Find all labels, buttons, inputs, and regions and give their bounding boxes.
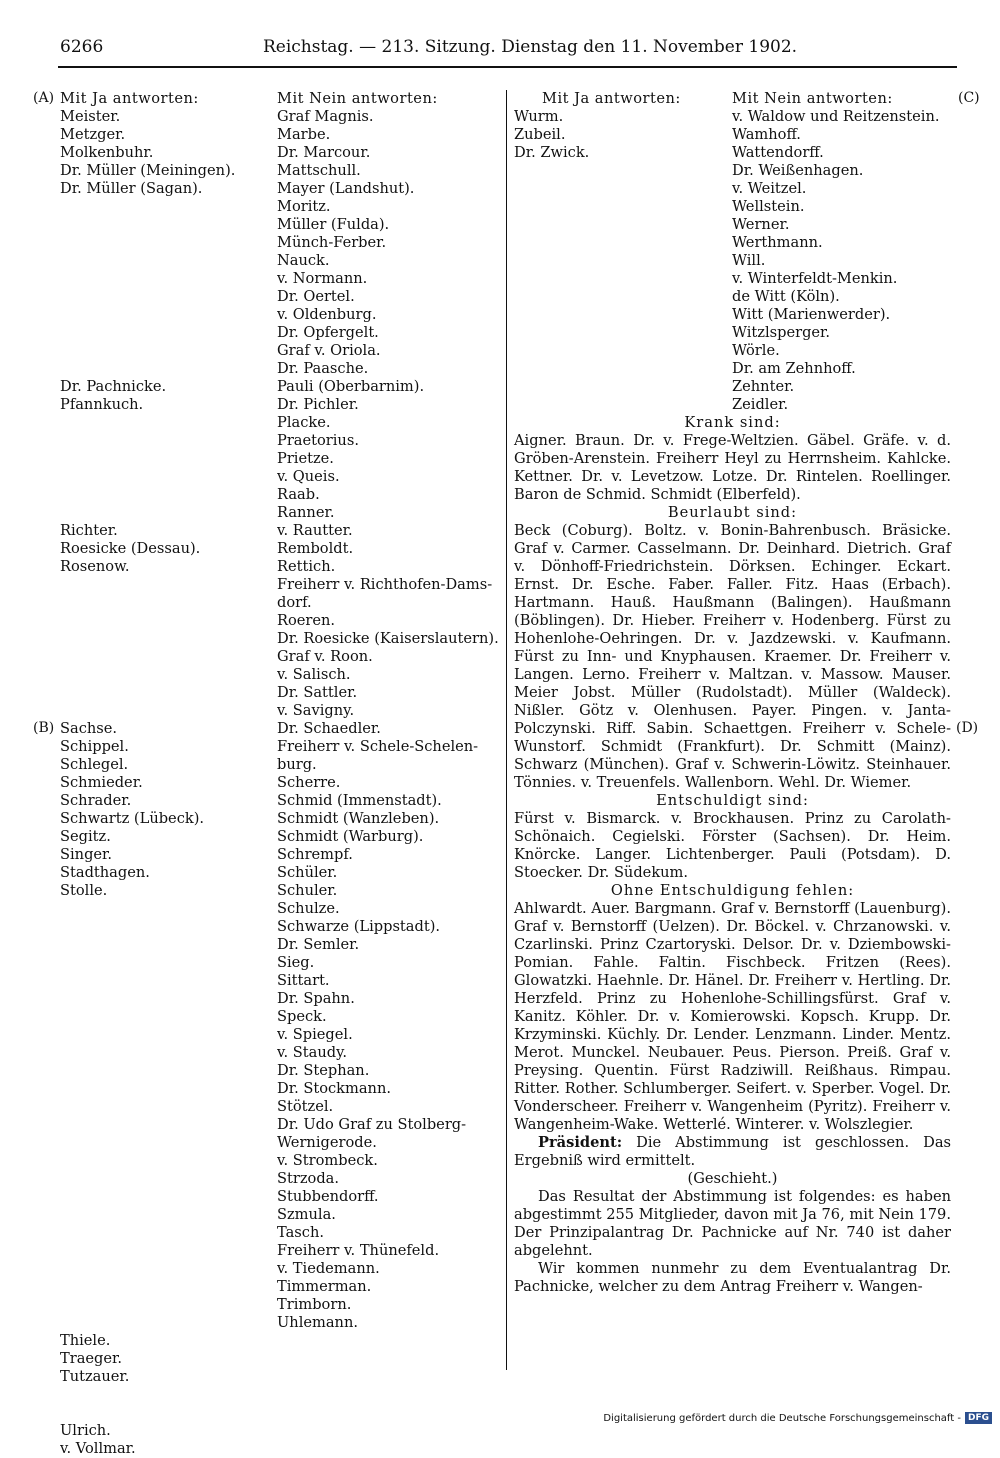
nein-name-entry: Wattendorff. (732, 144, 824, 161)
nein-name-entry: Müller (Fulda). (277, 216, 390, 233)
nein-name-entry: Prietze. (277, 450, 334, 467)
ja-name-entry (60, 1296, 270, 1314)
ja-name-entry: Wurm. (514, 108, 564, 125)
nein-name-entry: Roeren. (277, 612, 336, 629)
ja-name-entry (60, 972, 270, 990)
nein-name-entry: Münch-Ferber. (277, 234, 387, 251)
ja-name-entry (60, 1278, 270, 1296)
nein-name-entry: Wörle. (732, 342, 780, 359)
ja-name-entry (60, 702, 270, 720)
ja-name-entry (60, 288, 270, 306)
nein-name-entry: Sittart. (277, 972, 330, 989)
entschuldigt-text: Fürst v. Bismarck. v. Brockhausen. Prinz zu Carolath-Schönaich. Cegielski. Förster (Sachsen). Dr. Heim. Knörcke. Langer. Lichtenberger. Pauli (Potsdam). D. Stoecker. Dr. Südekum. (514, 810, 951, 881)
nein-name-entry: v. Queis. (277, 468, 340, 485)
nein-name-entry: Freiherr v. Thünefeld. (277, 1242, 440, 1259)
ja-name-entry: Schlegel. (60, 756, 129, 773)
ja-name-entry: Roesicke (Dessau). (60, 540, 201, 557)
nein-name-entry: Wernigerode. (277, 1134, 377, 1151)
ja-name-entry (60, 198, 270, 216)
ja-name-entry (60, 252, 270, 270)
right-column (514, 90, 951, 1296)
ja-name-entry (60, 918, 270, 936)
ja-name-entry (60, 306, 270, 324)
ja-name-entry (60, 450, 270, 468)
ja-name-entry (60, 684, 270, 702)
nein-name-entry: Stubbendorff. (277, 1188, 379, 1205)
nein-name-entry: v. Waldow und Reitzenstein. (732, 108, 940, 125)
nein-name-entry: v. Strombeck. (277, 1152, 378, 1169)
footer-text: Digitalisierung gefördert durch die Deutsche Forschungsgemeinschaft - (603, 1412, 961, 1424)
ja-name-entry (60, 1170, 270, 1188)
ja-name-entry: Schrader. (60, 792, 132, 809)
ja-name-entry (60, 630, 270, 648)
nein-name-entry: Dr. Pichler. (277, 396, 359, 413)
ja-name-entry: Dr. Müller (Sagan). (60, 180, 203, 197)
ja-name-entry (60, 1008, 270, 1026)
nein-name-entry: dorf. (277, 594, 312, 611)
nein-name-entry: Nauck. (277, 252, 330, 269)
praesident-text: Die Abstimmung ist geschlossen. Das Ergebniß wird ermittelt. (514, 1134, 952, 1169)
nein-name-entry: v. Spiegel. (277, 1026, 353, 1043)
ja-name-entry: Schippel. (60, 738, 129, 755)
ja-name-entry: Schwartz (Lübeck). (60, 810, 205, 827)
nein-name-entry: Dr. Schaedler. (277, 720, 381, 737)
ja-name-entry (60, 594, 270, 612)
ja-name-entry (60, 324, 270, 342)
nein-name-entry: Speck. (277, 1008, 327, 1025)
nein-name-entry: Ranner. (277, 504, 335, 521)
nein-name-entry: Schüler. (277, 864, 338, 881)
nein-name-entry: Freiherr v. Schele-Schelen- (277, 738, 479, 755)
nein-name-entry: Dr. Semler. (277, 936, 360, 953)
nein-name-entry: Witzlsperger. (732, 324, 831, 341)
nein-name-entry: Dr. Sattler. (277, 684, 358, 701)
page-number: 6266 (60, 37, 104, 57)
nein-name-entry: Marbe. (277, 126, 331, 143)
ja-name-entry (60, 1134, 270, 1152)
ja-name-entry: Thiele. (60, 1332, 111, 1349)
page-title: Reichstag. — 213. Sitzung. Dienstag den 11. November 1902. (262, 37, 798, 57)
ja-name-entry: Sachse. (60, 720, 118, 737)
nein-name-entry: Pauli (Oberbarnim). (277, 378, 425, 395)
margin-marker-c: (C) (958, 90, 980, 106)
nein-name-entry: Stötzel. (277, 1098, 334, 1115)
beurlaubt-text: Beck (Coburg). Boltz. v. Bonin-Bahrenbusch. Bräsicke. Graf v. Carmer. Casselmann. Dr. Deinhard. Dietrich. Graf v. Dönhoff-Friedrichstein. Dörksen. Echinger. Eckart. Ernst. Dr. Esche. Faber. Faller. Fitz. Haas (Erbach). Hartmann. Hauß. Haußmann (Balingen). Haußmann (Böblingen). Dr. Hieber. Freiherr v. Hodenberg. Fürst zu Hohenlohe-Oehringen. Dr. v. Jazdzewski. v. Kaufmann. Fürst zu Inn- und Knyphausen. Kraemer. Dr. Freiherr v. Langen. Lerno. Freiherr v. Maltzan. v. Massow. Mauser. Meier Jobst. Müller (Rudolstadt). Müller (Waldeck). Nißler. Götz v. Olenhusen. Payer. Pingen. v. Janta-Polczynski. Riff. Sabin. Schaettgen. Freiherr v. Schele-Wunstorf. Schmidt (Frankfurt). Dr. Schmitt (Mainz). Schwarz (München). Graf v. Schwerin-Löwitz. Steinhauer. Tönnies. v. Treuenfels. Wallenborn. Wehl. Dr. Wiemer. (514, 522, 951, 791)
nein-name-entry: Dr. Stockmann. (277, 1080, 391, 1097)
ja-name-entry (60, 648, 270, 666)
ja-name-entry (60, 432, 270, 450)
nein-name-entry: Freiherr v. Richthofen-Dams- (277, 576, 493, 593)
nein-name-entry: Schuler. (277, 882, 338, 899)
header-rule (58, 66, 957, 68)
ja-name-entry (60, 1062, 270, 1080)
nein-name-list (277, 108, 503, 1332)
praesident-statement (514, 1134, 951, 1170)
ja-name-entry: Zubeil. (514, 126, 566, 143)
ja-name-entry (60, 1026, 270, 1044)
nein-name-entry: Placke. (277, 414, 331, 431)
ja-name-entry: Pfannkuch. (60, 396, 144, 413)
nein-name-entry: Dr. Marcour. (277, 144, 371, 161)
ja-name-entry (60, 666, 270, 684)
final-text: Wir kommen nunmehr zu dem Eventualantrag Dr. Pachnicke, welcher zu dem Antrag Freiherr v. Wangen- (514, 1260, 951, 1295)
nein-name-entry: Werner. (732, 216, 790, 233)
ja-name-entry (60, 342, 270, 360)
nein-name-entry: Tasch. (277, 1224, 325, 1241)
nein-name-entry: v. Weitzel. (732, 180, 807, 197)
nein-name-entry: Dr. Opfergelt. (277, 324, 379, 341)
nein-name-entry: Szmula. (277, 1206, 336, 1223)
nein-name-entry: Zeidler. (732, 396, 789, 413)
ja-name-list (514, 108, 724, 162)
ja-name-entry: Dr. Müller (Meiningen). (60, 162, 236, 179)
nein-name-entry: Zehnter. (732, 378, 795, 395)
nein-name-entry: Schmidt (Wanzleben). (277, 810, 440, 827)
ohne-entschuldigung-text: Ahlwardt. Auer. Bargmann. Graf v. Bernstorff (Lauenburg). Graf v. Bernstorff (Uelzen). Dr. Böckel. v. Chrzanowski. v. Czarlinski. Prinz Czartoryski. Delsor. Dr. v. Dziembowski-Pomian. Fahle. Faltin. Fischbeck. Fritzen (Rees). Glowatzki. Haehnle. Dr. Hänel. Dr. Freiherr v. Hertling. Dr. Herzfeld. Prinz zu Hohenlohe-Schillingsfürst. Graf v. Kanitz. Köhler. Dr. v. Komierowski. Kopsch. Krupp. Dr. Krzyminski. Küchly. Dr. Lender. Lenzmann. Linder. Mentz. Merot. Munckel. Neubauer. Peus. Pierson. Preiß. Graf v. Preysing. Quentin. Fürst Radziwill. Reißhaus. Rimpau. Ritter. Rother. Schlumberger. Seifert. v. Sperber. Vogel. Dr. Vonderscheer. Freiherr v. Wangenheim (Pyritz). Freiherr v. Wangenheim-Wake. Wetterlé. Winterer. v. Wolszlegier. (514, 900, 951, 1133)
ja-name-entry: Metzger. (60, 126, 126, 143)
nein-name-entry: Uhlemann. (277, 1314, 358, 1331)
margin-marker-b: (B) (33, 720, 55, 736)
nein-name-entry: Dr. Paasche. (277, 360, 369, 377)
nein-name-entry: v. Normann. (277, 270, 368, 287)
nein-name-entry: Schmidt (Warburg). (277, 828, 424, 845)
nein-name-entry: Dr. am Zehnhoff. (732, 360, 856, 377)
nein-name-entry: v. Savigny. (277, 702, 355, 719)
ja-name-entry: Segitz. (60, 828, 111, 845)
ja-name-list (60, 108, 270, 1458)
entschuldigt-heading: Entschuldigt sind: (656, 792, 809, 809)
nein-name-entry: Wellstein. (732, 198, 805, 215)
nein-name-entry: Dr. Weißenhagen. (732, 162, 864, 179)
nein-name-entry: Raab. (277, 486, 320, 503)
ja-name-entry (60, 1242, 270, 1260)
ja-name-entry (60, 504, 270, 522)
ja-name-entry (60, 486, 270, 504)
ja-column-header: Mit Ja antworten: (542, 90, 681, 107)
column-divider (506, 90, 507, 1370)
nein-name-entry: burg. (277, 756, 317, 773)
ja-name-entry: Tutzauer. (60, 1368, 130, 1385)
praesident-label: Präsident: (538, 1134, 623, 1151)
ja-name-entry (60, 270, 270, 288)
nein-name-entry: v. Tiedemann. (277, 1260, 380, 1277)
nein-name-entry: Dr. Spahn. (277, 990, 355, 1007)
beurlaubt-heading: Beurlaubt sind: (667, 504, 798, 521)
nein-name-entry: Mayer (Landshut). (277, 180, 415, 197)
nein-name-entry: Strzoda. (277, 1170, 339, 1187)
ja-name-entry: Schmieder. (60, 774, 143, 791)
nein-name-entry: Schrempf. (277, 846, 353, 863)
ja-name-entry: Meister. (60, 108, 121, 125)
nein-name-entry: v. Winterfeldt-Menkin. (732, 270, 898, 287)
nein-name-entry: Will. (732, 252, 766, 269)
ja-column-header: Mit Ja antworten: (60, 90, 199, 107)
result-text: Das Resultat der Abstimmung ist folgendes: es haben abgestimmt 255 Mitglieder, davon mit Ja 76, mit Nein 179. Der Prinzipalantrag Dr. Pachnicke auf Nr. 740 ist daher abgelehnt. (514, 1188, 951, 1259)
ja-name-entry (60, 234, 270, 252)
ja-name-entry: Dr. Zwick. (514, 144, 590, 161)
footer (603, 1412, 992, 1424)
ja-name-entry (60, 576, 270, 594)
nein-name-entry: Graf Magnis. (277, 108, 374, 125)
nein-name-list (732, 108, 951, 414)
nein-name-entry: Dr. Oertel. (277, 288, 355, 305)
ja-name-entry (60, 990, 270, 1008)
nein-name-entry: v. Salisch. (277, 666, 351, 683)
left-nein-column (277, 90, 503, 1332)
nein-name-entry: de Witt (Köln). (732, 288, 840, 305)
ja-name-entry: Stolle. (60, 882, 108, 899)
ja-name-entry (60, 1044, 270, 1062)
ja-name-entry (60, 1188, 270, 1206)
nein-name-entry: Praetorius. (277, 432, 359, 449)
ja-name-entry: Ulrich. (60, 1422, 111, 1439)
nein-column-header: Mit Nein antworten: (732, 90, 893, 107)
ja-name-entry: v. Vollmar. (60, 1440, 136, 1457)
nein-name-entry: Remboldt. (277, 540, 354, 557)
nein-name-entry: Wamhoff. (732, 126, 801, 143)
ja-name-entry (60, 1080, 270, 1098)
margin-marker-d: (D) (956, 720, 979, 736)
nein-name-entry: Werthmann. (732, 234, 823, 251)
ja-name-entry (60, 954, 270, 972)
geschieht-note: (Geschieht.) (687, 1170, 778, 1187)
nein-name-entry: Witt (Marienwerder). (732, 306, 891, 323)
nein-name-entry: Rettich. (277, 558, 336, 575)
nein-column-header: Mit Nein antworten: (277, 90, 438, 107)
nein-name-entry: Schulze. (277, 900, 340, 917)
nein-name-entry: v. Staudy. (277, 1044, 348, 1061)
dfg-logo: DFG (965, 1412, 992, 1424)
nein-name-entry: Mattschull. (277, 162, 361, 179)
ja-name-entry (60, 1224, 270, 1242)
nein-name-entry: Trimborn. (277, 1296, 352, 1313)
nein-name-entry: Dr. Udo Graf zu Stolberg- (277, 1116, 467, 1133)
nein-name-entry: Schmid (Immenstadt). (277, 792, 442, 809)
ja-name-entry: Stadthagen. (60, 864, 150, 881)
ja-name-entry (60, 414, 270, 432)
nein-name-entry: Schwarze (Lippstadt). (277, 918, 441, 935)
ja-name-entry: Dr. Pachnicke. (60, 378, 167, 395)
nein-name-entry: v. Oldenburg. (277, 306, 377, 323)
nein-name-entry: Graf v. Roon. (277, 648, 373, 665)
nein-name-entry: v. Rautter. (277, 522, 353, 539)
ja-name-entry (60, 1260, 270, 1278)
ja-name-entry (60, 1386, 270, 1404)
krank-text: Aigner. Braun. Dr. v. Frege-Weltzien. Gäbel. Gräfe. v. d. Gröben-Arenstein. Freiherr Heyl zu Herrnsheim. Kahlcke. Kettner. Dr. v. Levetzow. Lotze. Dr. Rintelen. Roellinger. Baron de Schmid. Schmidt (Elberfeld). (514, 432, 951, 503)
nein-name-entry: Scherre. (277, 774, 341, 791)
ja-name-entry: Molkenbuhr. (60, 144, 154, 161)
ja-name-entry (60, 612, 270, 630)
right-vote-lists (514, 90, 951, 414)
nein-name-entry: Graf v. Oriola. (277, 342, 381, 359)
nein-name-entry: Sieg. (277, 954, 315, 971)
ja-name-entry (60, 1098, 270, 1116)
ja-name-entry (60, 1116, 270, 1134)
ja-name-entry: Richter. (60, 522, 118, 539)
ja-name-entry (60, 1314, 270, 1332)
left-ja-column (60, 90, 270, 1458)
ja-name-entry (60, 1152, 270, 1170)
ja-name-entry: Singer. (60, 846, 113, 863)
ja-name-entry (60, 216, 270, 234)
ja-name-entry (60, 1206, 270, 1224)
page-header (60, 37, 955, 63)
nein-name-entry: Dr. Stephan. (277, 1062, 370, 1079)
ja-name-entry: Traeger. (60, 1350, 123, 1367)
nein-name-entry: Dr. Roesicke (Kaiserslautern). (277, 630, 499, 647)
nein-name-entry: Moritz. (277, 198, 331, 215)
ja-name-entry (60, 900, 270, 918)
margin-marker-a: (A) (33, 90, 55, 106)
krank-heading: Krank sind: (684, 414, 781, 431)
ohne-entschuldigung-heading: Ohne Entschuldigung fehlen: (610, 882, 855, 899)
nein-name-entry: Timmerman. (277, 1278, 372, 1295)
ja-name-entry (60, 1404, 270, 1422)
ja-name-entry (60, 468, 270, 486)
ja-name-entry: Rosenow. (60, 558, 130, 575)
ja-name-entry (60, 360, 270, 378)
ja-name-entry (60, 936, 270, 954)
